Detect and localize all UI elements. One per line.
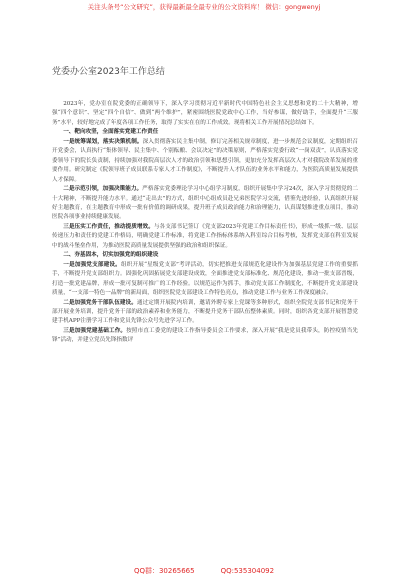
body-paragraph bbox=[52, 223, 358, 251]
body-paragraph bbox=[52, 261, 358, 299]
intro-paragraph: 2023年，党办室在院党委的正确领导下，深入学习贯彻习近平新时代中国特色社会主义思想和党的二十大精神，增强“四个意识”、坚定“四个自信”、做到“两个维护”，紧密围绕医院党政中心工作，当好参谋，做好助手，全面提升“三服务”水平，较好地完成了年度各项工作任务，取得了实实在在的工作成效。现将相关工作开展情况总结如下。 bbox=[52, 101, 358, 126]
paragraph-text: 深入贯彻落实民主集中制，修订完善相关规章制度，进一步规范会议制度，定期组织召开党委会，认真执行“集体领导、民主集中、个别酝酿、会议决定”的决策原则，严格落实党委行政“一岗双责”，认真落实党委领导下的院长负责制，持续加强对我院高层次人才的政治引领和思想引领，更加充分发挥高层次人才对我院改革发展的重要作用。研究制定《院领导班子成员联系专家人才工作制度》，不断提升人才队伍的业务水平和能力，为医院高质量发展提供人才保障。 bbox=[52, 138, 358, 183]
paragraph-lead: 二是示范引领，加强决策能力。 bbox=[63, 186, 143, 193]
paragraph-text: 与各支部书记签订《党支部2023年党建工作目标责任书》，形成一级抓一级、层层传递压力和责任的党建工作格局，明确党建工作标准，将党建工作指标体系纳入科室综合目标考核，发挥党支部在科室发展中的战斗堡垒作用，为推动医院高质量发展提供坚强的政治和组织保证。 bbox=[52, 223, 358, 249]
body-paragraph bbox=[52, 138, 358, 185]
section-heading-2 bbox=[52, 251, 358, 260]
paragraph-lead: 一是统筹谋划，落实决策机制。 bbox=[63, 138, 143, 145]
document-body bbox=[52, 100, 358, 346]
paragraph-lead: 二是加强党务干部队伍建设。 bbox=[63, 299, 137, 306]
paragraph-lead: 三是加强党建基础工作。 bbox=[63, 327, 127, 334]
body-paragraph bbox=[52, 299, 358, 327]
paragraph-text: 严格落实党委理论学习中心组学习制度，组织开展集中学习24次，深入学习贯彻党的二十大精神，不断提升能力水平。通过“走出去”的方式，组织中心组成员赴兄弟医院学习交流，借鉴先进经验，认真组织开展好主题教育，在主题教育中形成一批有价值的调研成果，提升班子成员政治能力和治理能力，认真谋划推进重点项目，推动医院各项事业持续健康发展。 bbox=[52, 186, 358, 221]
paragraph-text: 通过定期开展院内培训，邀请外聘专家上党课等多种形式，组织全院党支部书记和党务干部开展业务培训，提升党务干部的政治素养和业务能力，不断提升党务干部队伍整体素质。同时，组织各党支部开展智慧党建手机APP注册学习工作和党员先锋公众号先进学习工作。 bbox=[52, 299, 358, 325]
contact-footer bbox=[0, 562, 408, 580]
document-title: 党委办公室2023年工作总结 bbox=[52, 67, 165, 77]
section-heading-text: 一、靶向攻坚，全面落实党建工作责任 bbox=[63, 129, 159, 136]
paragraph-text: 按照市直工委党的建设工作指导委员会工作要求，深入开展“我是党员我带头，防控疫情当先锋”活动，并建立党员先锋指数评 bbox=[52, 327, 358, 344]
body-paragraph bbox=[52, 185, 358, 223]
paragraph-lead: 一是加强党支部建设。 bbox=[63, 261, 121, 268]
promo-banner: 关注头条号“公文研究”，获得最新最全最专业的公文资料库！ 微信：gongwenyj bbox=[87, 3, 321, 11]
qq-group-number: QQ群：30265665 bbox=[133, 567, 195, 575]
paragraph-text: 组织开展“星级党支部”考评活动，切实把推进支部规范化建设作为加强基层党建工作的重要抓手，不断提升党支部组织力。固强化巩固拓展党支部建设成效，全面推进党支部标准化、规范化建设，推动一批支部晋级，打造一批党建品牌，形成一批可复制可推广的工作经验。以规范运作为抓手，推动党支部工作制度化，不断提升党支部建设质量，“一支部一特色一品牌”的新局面，组织医院党支部建设工作特色亮点，推动党建工作与业务工作深度融合。 bbox=[52, 261, 358, 297]
qq-number: QQ:535304092 bbox=[220, 567, 275, 575]
body-paragraph bbox=[52, 327, 358, 346]
section-heading-text: 二、夯基固本，切实加强党的组织建设 bbox=[63, 252, 159, 259]
section-heading-1 bbox=[52, 128, 358, 137]
paragraph-lead: 三是压实工作责任，推动提质增效。 bbox=[63, 223, 154, 230]
